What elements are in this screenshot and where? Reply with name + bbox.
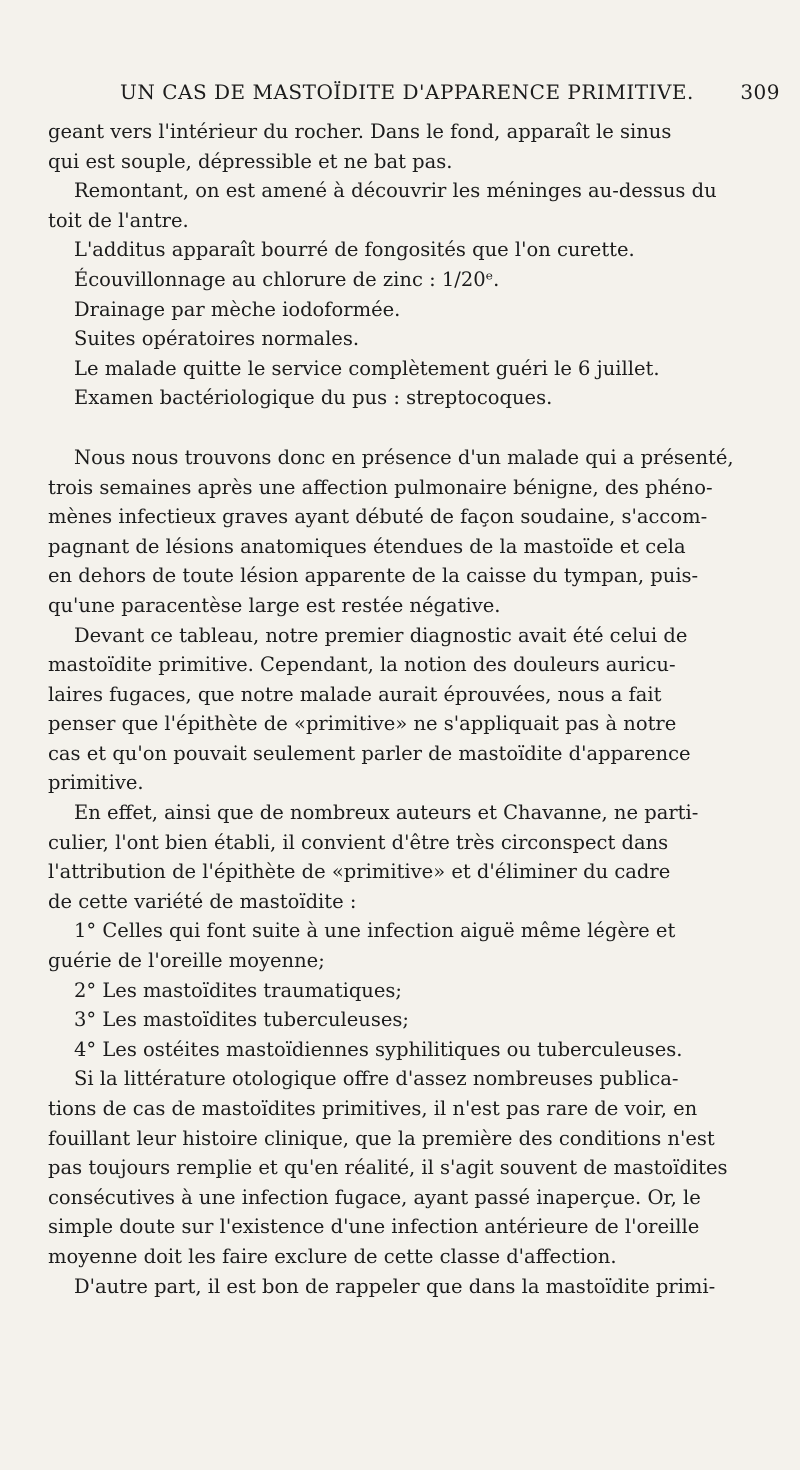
text-line: l'attribution de l'épithète de «primitive» et d'éliminer du cadre: [48, 860, 671, 884]
list-item-1: 1° Celles qui font suite à une infection aiguë même légère et: [74, 919, 676, 943]
text-line: guérie de l'oreille moyenne;: [48, 949, 325, 973]
text-line: Remontant, on est amené à découvrir les méninges au-dessus du: [74, 179, 717, 203]
text-line: pas toujours remplie et qu'en réalité, il s'agit souvent de mastoïdites: [48, 1156, 728, 1180]
text-line: L'additus apparaît bourré de fongosités que l'on curette.: [74, 238, 635, 262]
running-title: UN CAS DE MASTOÏDITE D'APPARENCE PRIMITIVE.: [120, 80, 694, 104]
text-line: mastoïdite primitive. Cependant, la notion des douleurs auricu-: [48, 653, 676, 677]
text-line: fouillant leur histoire clinique, que la première des conditions n'est: [48, 1126, 715, 1150]
paragraph-block-2: [48, 443, 756, 1301]
body-text: [48, 117, 756, 1301]
text-line: Examen bactériologique du pus : streptocoques.: [74, 386, 553, 410]
text-line: simple doute sur l'existence d'une infection antérieure de l'oreille: [48, 1215, 700, 1239]
text-line: moyenne doit les faire exclure de cette classe d'affection.: [48, 1244, 617, 1268]
paragraph-block-1: [48, 117, 756, 413]
list-item-2: 2° Les mastoïdites traumatiques;: [74, 978, 402, 1002]
text-line: qui est souple, dépressible et ne bat pas.: [48, 149, 453, 173]
text-line: de cette variété de mastoïdite :: [48, 889, 357, 913]
text-line: En effet, ainsi que de nombreux auteurs et Chavanne, ne parti-: [74, 801, 699, 825]
text-line: culier, l'ont bien établi, il convient d'être très circonspect dans: [48, 830, 669, 854]
text-line: pagnant de lésions anatomiques étendues de la mastoïde et cela: [48, 534, 686, 558]
text-line: primitive.: [48, 771, 144, 795]
text-line: geant vers l'intérieur du rocher. Dans le fond, apparaît le sinus: [48, 120, 672, 143]
text-line: Nous nous trouvons donc en présence d'un malade qui a présenté,: [74, 445, 734, 469]
text-line: Si la littérature otologique offre d'assez nombreuses publica-: [74, 1067, 679, 1091]
text-line: tions de cas de mastoïdites primitives, il n'est pas rare de voir, en: [48, 1097, 698, 1120]
paragraph-gap: [48, 413, 756, 443]
text-line: qu'une paracentèse large est restée négative.: [48, 593, 501, 617]
list-item-4: 4° Les ostéites mastoïdiennes syphilitiques ou tuberculeuses.: [74, 1037, 683, 1061]
text-line: toit de l'antre.: [48, 208, 189, 232]
text-line: penser que l'épithète de «primitive» ne s'appliquait pas à notre: [48, 712, 677, 736]
text-line: D'autre part, il est bon de rappeler que dans la mastoïdite primi-: [74, 1274, 716, 1298]
list-item-3: 3° Les mastoïdites tuberculeuses;: [74, 1008, 409, 1032]
text-line: trois semaines après une affection pulmonaire bénigne, des phéno-: [48, 475, 713, 499]
text-line: laires fugaces, que notre malade aurait éprouvées, nous a fait: [48, 682, 662, 706]
text-line: en dehors de toute lésion apparente de la caisse du tympan, puis-: [48, 564, 699, 588]
text-line: Devant ce tableau, notre premier diagnostic avait été celui de: [74, 623, 688, 647]
text-line: consécutives à une infection fugace, ayant passé inaperçue. Or, le: [48, 1185, 701, 1209]
text-line: Le malade quitte le service complètement guéri le 6 juillet.: [74, 356, 660, 380]
page-number: 309: [740, 80, 780, 104]
text-line: Drainage par mèche iodoformée.: [74, 297, 401, 321]
text-line: Écouvillonnage au chlorure de zinc : 1/20ᵉ.: [74, 267, 500, 291]
text-line: mènes infectieux graves ayant débuté de façon soudaine, s'accom-: [48, 505, 708, 529]
text-line: cas et qu'on pouvait seulement parler de mastoïdite d'apparence: [48, 741, 691, 765]
text-line: Suites opératoires normales.: [74, 327, 360, 351]
running-header: [120, 80, 780, 104]
